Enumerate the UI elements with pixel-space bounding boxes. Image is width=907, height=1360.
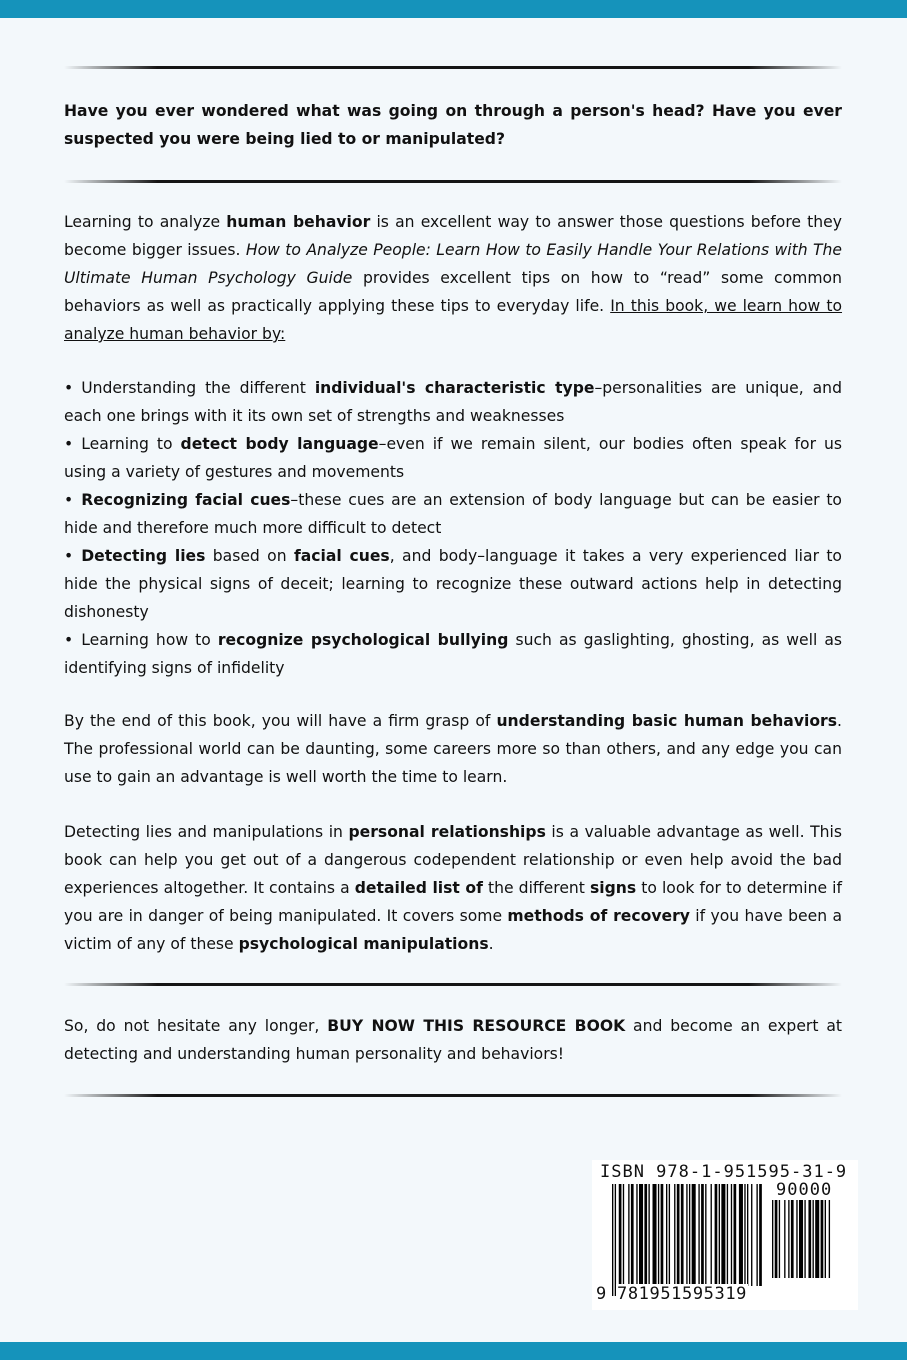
barcode-bar <box>681 1184 684 1286</box>
barcode-bar <box>721 1184 725 1286</box>
bottom-color-band <box>0 1342 907 1360</box>
barcode-bar <box>796 1200 797 1278</box>
barcode-bar <box>744 1184 745 1286</box>
barcode-bar <box>628 1184 629 1286</box>
barcode-bar <box>804 1200 805 1278</box>
addon-digits: 90000 <box>776 1180 833 1200</box>
barcode-bar <box>701 1184 704 1286</box>
book-title: How to Analyze People: Learn How to Easily Handle Your Relations with The Ultimate Human Psychology Guide <box>64 241 843 287</box>
barcode-bar <box>666 1184 667 1286</box>
barcode-bar <box>648 1184 649 1286</box>
barcode-bar <box>829 1200 830 1278</box>
barcode-bar <box>615 1184 616 1296</box>
barcode-bar <box>631 1184 634 1286</box>
barcode-bar <box>784 1200 785 1278</box>
barcode-bar <box>821 1200 824 1278</box>
barcode-bar <box>715 1184 718 1286</box>
barcode-bar <box>689 1184 690 1286</box>
barcode-bar <box>636 1184 637 1286</box>
barcode-bar <box>734 1184 737 1286</box>
summary-paragraph: By the end of this book, you will have a firm grasp of understanding basic human behaviors. The professional world can be daunting, some careers more so than others, and any edge you can use to gain an advantage is well worth the time to learn. <box>64 712 842 786</box>
barcode-bar <box>756 1184 757 1286</box>
barcode-bar <box>731 1184 732 1286</box>
barcode-bar <box>825 1200 826 1278</box>
barcode-bar <box>747 1184 748 1286</box>
barcode-bar <box>686 1184 687 1286</box>
top-color-band <box>0 0 907 18</box>
isbn-barcode <box>592 1160 858 1310</box>
barcode-bar <box>677 1184 680 1286</box>
divider-rule <box>64 66 842 69</box>
barcode-bar <box>653 1184 657 1286</box>
barcode-bar <box>623 1184 624 1286</box>
ean-first-digit: 9 <box>596 1284 607 1304</box>
divider-rule <box>64 983 842 986</box>
barcode-bar <box>661 1184 664 1286</box>
barcode-bar <box>759 1184 762 1286</box>
barcode-bar <box>779 1200 780 1278</box>
list-item: • Learning to detect body language–even if we remain silent, our bodies often speak for us using a variety of gestures and movements <box>64 435 842 481</box>
barcode-bar <box>813 1200 814 1278</box>
intro-question: Have you ever wondered what was going on through a person's head? Have you ever suspected you were being lied to or manipulated? <box>64 102 842 148</box>
ean-digits: 781951595319 <box>617 1284 748 1304</box>
learn-heading: In this book, we learn how to analyze human behavior by: <box>64 297 843 343</box>
call-to-action: So, do not hesitate any longer, BUY NOW THIS RESOURCE BOOK and become an expert at detecting and understanding human personality and behaviors! <box>64 1017 842 1063</box>
barcode-bar <box>727 1184 728 1286</box>
barcode-bar <box>658 1184 659 1286</box>
barcode-bar <box>719 1184 720 1286</box>
list-item: • Learning how to recognize psychological bullying such as gaslighting, ghosting, as well as identifying signs of infidelity <box>64 631 843 677</box>
barcode-bar <box>692 1184 696 1286</box>
barcode-bar <box>775 1200 778 1278</box>
list-item: • Detecting lies based on facial cues, and body–language it takes a very experienced liar to hide the physical signs of deceit; learning to recognize these outward actions help in detecting dishonesty <box>64 547 842 621</box>
list-item: • Understanding the different individual's characteristic type–personalities are unique, and each one brings with it its own set of strengths and weaknesses <box>64 379 842 425</box>
divider-rule <box>64 180 842 183</box>
barcode-bar <box>772 1200 773 1278</box>
addon-barcode-bars <box>772 1200 850 1288</box>
barcode-bar <box>799 1200 803 1278</box>
ean-barcode-bars <box>612 1184 764 1296</box>
topics-list <box>64 374 842 682</box>
barcode-bar <box>644 1184 647 1286</box>
barcode-bar <box>698 1184 699 1286</box>
barcode-bar <box>751 1184 752 1286</box>
isbn-label: ISBN 978-1-951595-31-9 <box>600 1162 848 1182</box>
barcode-bar <box>705 1184 706 1286</box>
barcode-bar <box>639 1184 643 1286</box>
description-paragraph: Learning to analyze human behavior is an excellent way to answer those questions before they become bigger issues. How to Analyze People: Learn How to Easily Handle Your Relations with The Ultimate Human Psychology Guide provides excellent tips on how to “read” some common behaviors as well as practically applying these tips to everyday life. In this book, we learn how to analyze human behavior by: <box>64 213 843 343</box>
barcode-bar <box>619 1184 622 1286</box>
list-item: • Recognizing facial cues–these cues are an extension of body language but can be easier to hide and therefore much more difficult to detect <box>64 491 842 537</box>
barcode-bar <box>808 1200 811 1278</box>
barcode-bar <box>711 1184 712 1286</box>
barcode-bar <box>669 1184 670 1286</box>
divider-rule <box>64 1094 842 1097</box>
barcode-bar <box>674 1184 675 1286</box>
relationships-paragraph: Detecting lies and manipulations in personal relationships is a valuable advantage as well. This book can help you get out of a dangerous codependent relationship or even help avoid the bad experiences altogether. It contains a detailed list of the different signs to look for to determine if you are in danger of being manipulated. It covers some methods of recovery if you have been a victim of any of these psychological manipulations. <box>64 823 843 953</box>
barcode-bar <box>739 1184 743 1286</box>
barcode-bar <box>788 1200 789 1278</box>
barcode-bar <box>815 1200 819 1278</box>
barcode-bar <box>791 1200 794 1278</box>
barcode-bar <box>612 1184 613 1296</box>
